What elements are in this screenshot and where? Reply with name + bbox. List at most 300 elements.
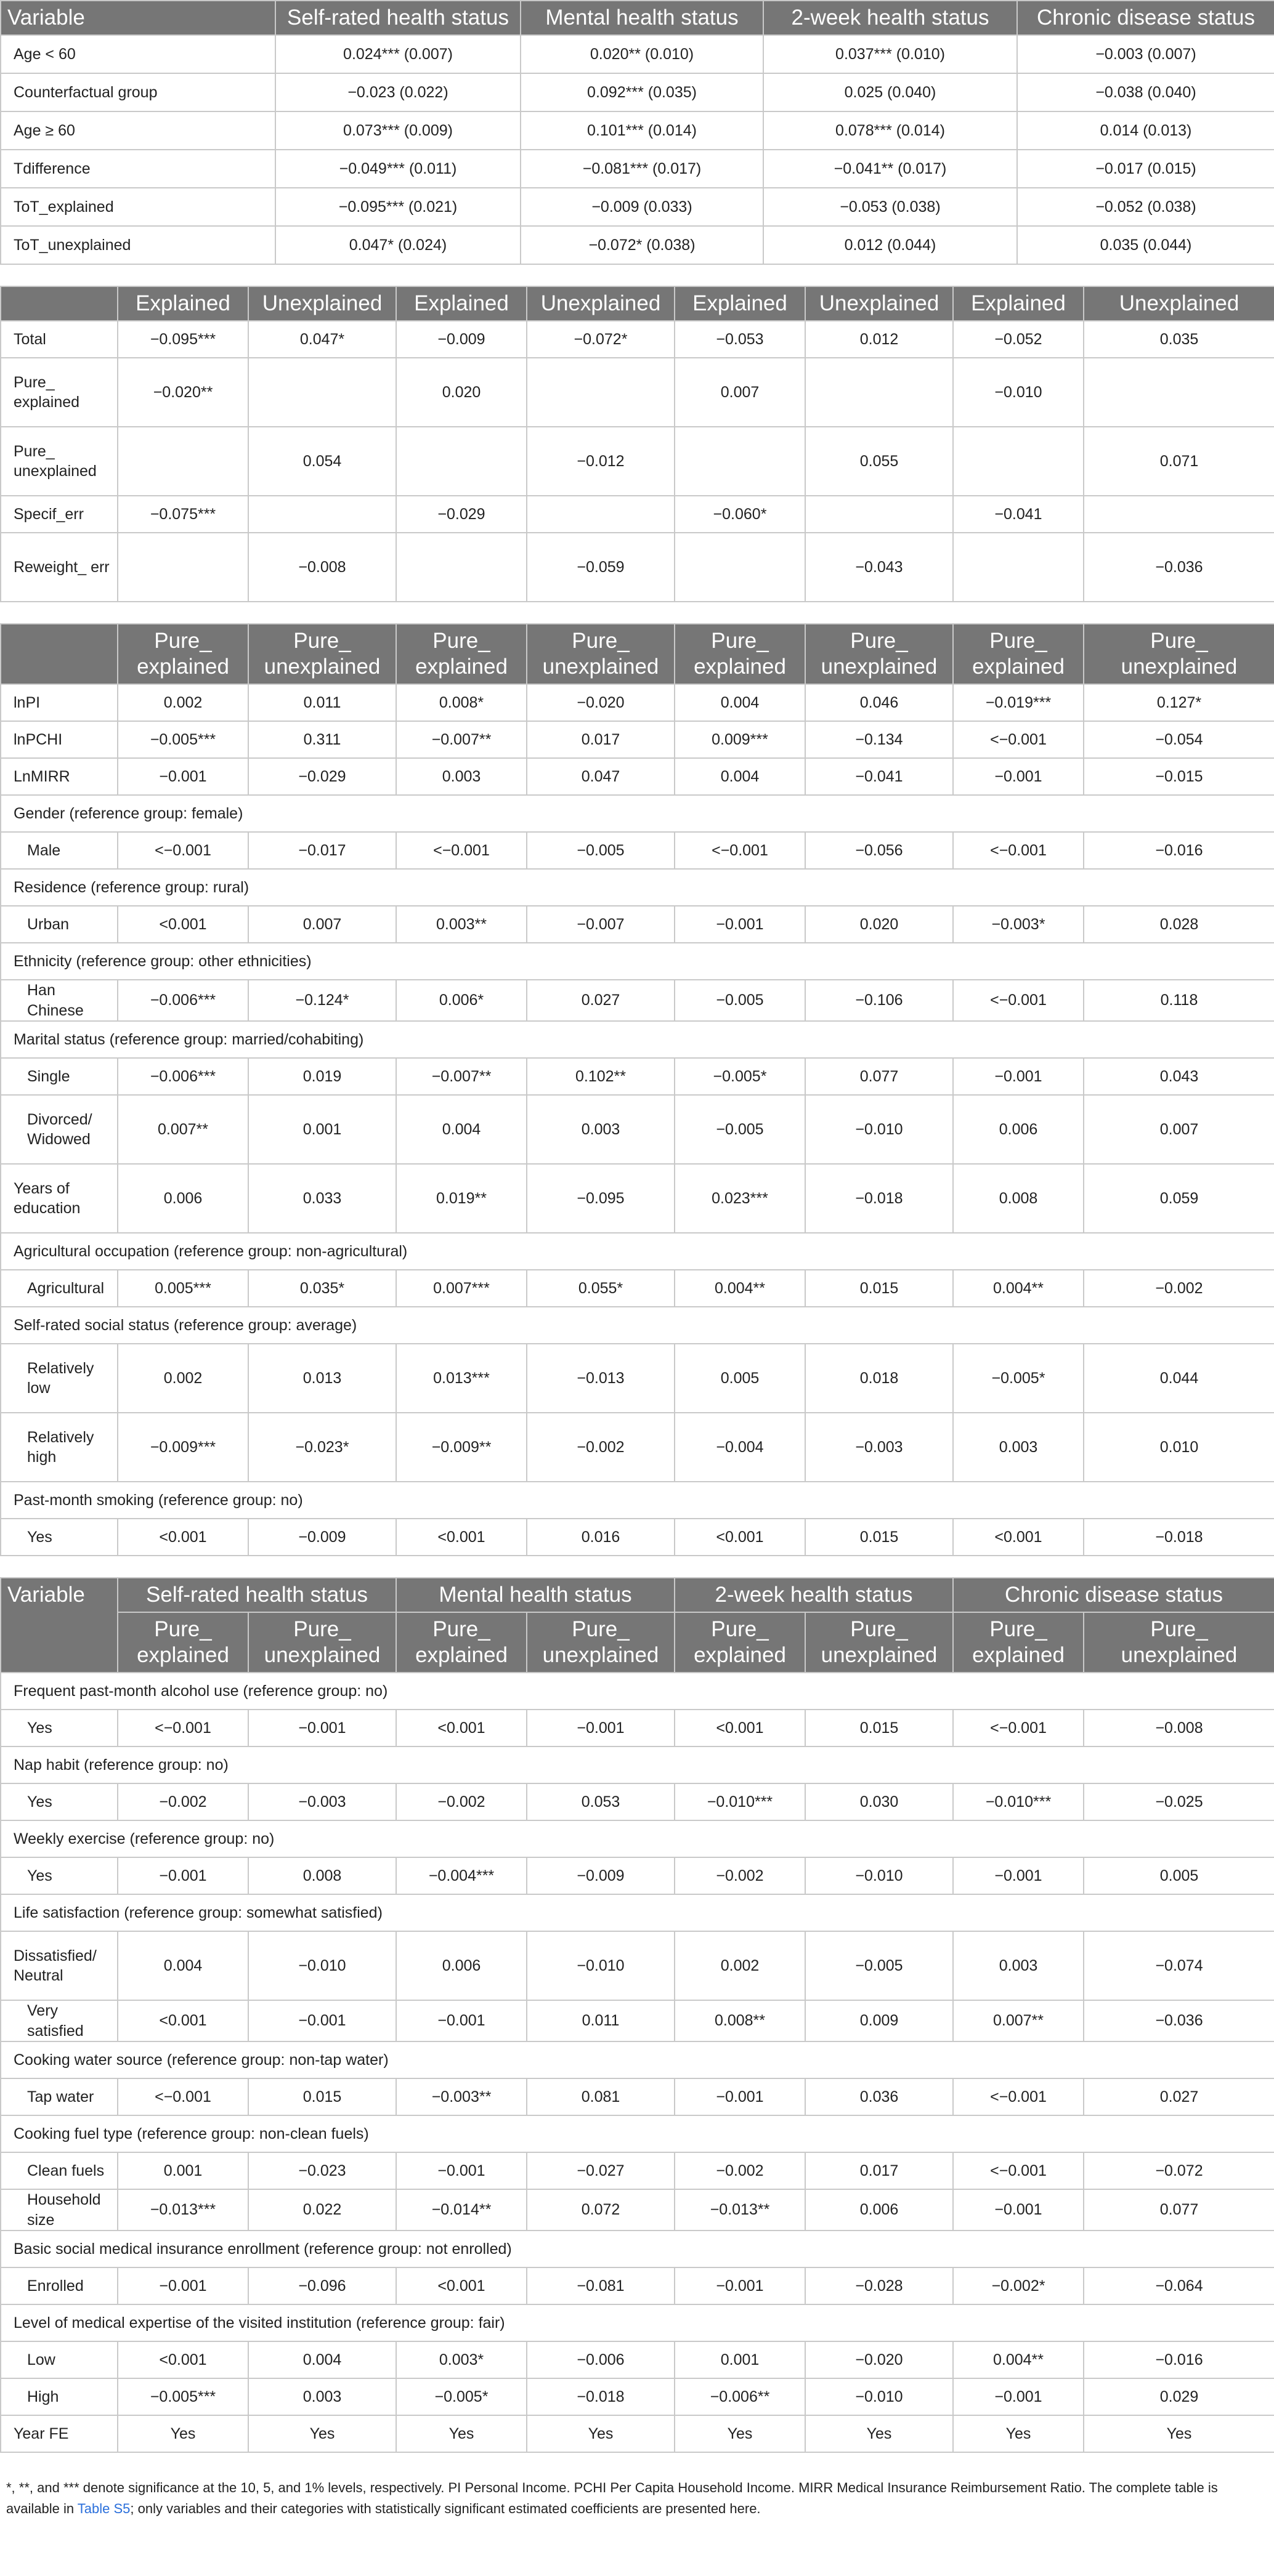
column-header: Chronic disease status bbox=[1017, 1, 1274, 35]
footnote-text-end: ; only variables and their categories with statistically significant estimated coefficients are presented here. bbox=[130, 2501, 761, 2517]
value-cell: −0.020** bbox=[118, 358, 248, 427]
table-row bbox=[1, 1164, 1274, 1233]
group-heading-row bbox=[1, 1233, 1274, 1270]
value-cell: −0.002 bbox=[396, 1783, 527, 1820]
value-cell: 0.002 bbox=[675, 1931, 805, 2000]
value-cell: −0.010 bbox=[805, 2378, 953, 2415]
value-cell: 0.015 bbox=[805, 1519, 953, 1556]
value-cell: −0.017 bbox=[248, 832, 396, 869]
value-cell bbox=[805, 496, 953, 533]
row-label: Agricultural bbox=[1, 1270, 118, 1307]
value-cell: 0.017 bbox=[805, 2152, 953, 2189]
value-cell: −0.054 bbox=[1084, 721, 1274, 758]
footnote-text: *, **, and *** denote significance at the 10, 5, and 1% levels, respectively. PI Personal Income. PCHI Per Capita Household Income. MIRR Medical Insurance Reimbursement Ratio. The complete table is available in bbox=[6, 2480, 1218, 2517]
row-label: Clean fuels bbox=[1, 2152, 118, 2189]
value-cell bbox=[527, 358, 675, 427]
value-cell: −0.064 bbox=[1084, 2267, 1274, 2304]
value-cell: −0.001 bbox=[527, 1710, 675, 1746]
value-cell: 0.002 bbox=[118, 1344, 248, 1413]
value-cell: −0.005 bbox=[527, 832, 675, 869]
value-cell: 0.036 bbox=[805, 2078, 953, 2115]
row-label: LnMIRR bbox=[1, 758, 118, 795]
value-cell: 0.044 bbox=[1084, 1344, 1274, 1413]
value-cell: −0.002 bbox=[1084, 1270, 1274, 1307]
row-label: Tap water bbox=[1, 2078, 118, 2115]
value-cell: −0.010 bbox=[953, 358, 1084, 427]
value-cell: −0.005* bbox=[396, 2378, 527, 2415]
value-cell: 0.007** bbox=[953, 2000, 1084, 2041]
group-heading: Self-rated social status (reference group: average) bbox=[1, 1307, 1274, 1344]
group-heading: Past-month smoking (reference group: no) bbox=[1, 1482, 1274, 1519]
row-label: Pure_ unexplained bbox=[1, 427, 118, 496]
value-cell: −0.072* (0.038) bbox=[521, 226, 763, 264]
table-row bbox=[1, 2267, 1274, 2304]
column-header: Mental health status bbox=[521, 1, 763, 35]
value-cell: −0.001 bbox=[953, 1058, 1084, 1095]
row-label: Yes bbox=[1, 1710, 118, 1746]
column-header: Explained bbox=[953, 286, 1084, 321]
table-row bbox=[1, 832, 1274, 869]
value-cell: 0.015 bbox=[805, 1270, 953, 1307]
value-cell: 0.015 bbox=[248, 2078, 396, 2115]
value-cell: 0.059 bbox=[1084, 1164, 1274, 1233]
value-cell: 0.003** bbox=[396, 906, 527, 943]
table-row bbox=[1, 1344, 1274, 1413]
value-cell: −0.005*** bbox=[118, 721, 248, 758]
value-cell: 0.077 bbox=[805, 1058, 953, 1095]
value-cell: <−0.001 bbox=[953, 2152, 1084, 2189]
group-heading-row bbox=[1, 1673, 1274, 1710]
group-heading: Cooking fuel type (reference group: non-clean fuels) bbox=[1, 2115, 1274, 2152]
value-cell: Yes bbox=[396, 2415, 527, 2452]
value-cell: 0.118 bbox=[1084, 980, 1274, 1021]
group-heading-row bbox=[1, 2304, 1274, 2341]
value-cell: 0.047 bbox=[527, 758, 675, 795]
row-label: Divorced/ Widowed bbox=[1, 1095, 118, 1164]
group-heading: Residence (reference group: rural) bbox=[1, 869, 1274, 906]
value-cell bbox=[118, 533, 248, 602]
table-row bbox=[1, 2378, 1274, 2415]
value-cell: −0.038 (0.040) bbox=[1017, 73, 1274, 111]
value-cell: Yes bbox=[953, 2415, 1084, 2452]
value-cell: <0.001 bbox=[396, 1519, 527, 1556]
value-cell: 0.053 bbox=[527, 1783, 675, 1820]
value-cell: −0.041 bbox=[953, 496, 1084, 533]
value-cell: <0.001 bbox=[396, 2267, 527, 2304]
value-cell: −0.002 bbox=[675, 1857, 805, 1894]
value-cell: −0.001 bbox=[118, 2267, 248, 2304]
value-cell: −0.001 bbox=[248, 1710, 396, 1746]
row-label: ToT_explained bbox=[1, 188, 275, 226]
value-cell: 0.008 bbox=[953, 1164, 1084, 1233]
column-header: Pure_ unexplained bbox=[248, 1612, 396, 1673]
value-cell: −0.002 bbox=[675, 2152, 805, 2189]
row-label: High bbox=[1, 2378, 118, 2415]
table-row bbox=[1, 533, 1274, 602]
value-cell: −0.003 (0.007) bbox=[1017, 35, 1274, 73]
value-cell: Yes bbox=[527, 2415, 675, 2452]
value-cell: 0.004 bbox=[675, 758, 805, 795]
value-cell: 0.003 bbox=[248, 2378, 396, 2415]
value-cell: 0.037*** (0.010) bbox=[763, 35, 1017, 73]
row-label: Single bbox=[1, 1058, 118, 1095]
value-cell: 0.020 bbox=[805, 906, 953, 943]
column-header: Self-rated health status bbox=[118, 1578, 396, 1612]
value-cell: −0.124* bbox=[248, 980, 396, 1021]
value-cell: 0.081 bbox=[527, 2078, 675, 2115]
value-cell: 0.055 bbox=[805, 427, 953, 496]
table-row bbox=[1, 321, 1274, 358]
value-cell: 0.004** bbox=[953, 1270, 1084, 1307]
value-cell: 0.017 bbox=[527, 721, 675, 758]
group-heading-row bbox=[1, 869, 1274, 906]
group-heading-row bbox=[1, 2231, 1274, 2267]
table-row bbox=[1, 1857, 1274, 1894]
value-cell: −0.049*** (0.011) bbox=[275, 150, 521, 188]
column-header bbox=[1, 624, 118, 684]
column-header: 2-week health status bbox=[675, 1578, 953, 1612]
value-cell: −0.027 bbox=[527, 2152, 675, 2189]
value-cell: 0.311 bbox=[248, 721, 396, 758]
value-cell: −0.018 bbox=[805, 1164, 953, 1233]
value-cell: −0.106 bbox=[805, 980, 953, 1021]
column-header: Unexplained bbox=[527, 286, 675, 321]
group-heading: Ethnicity (reference group: other ethnicities) bbox=[1, 943, 1274, 980]
row-label: Reweight_ err bbox=[1, 533, 118, 602]
table-row bbox=[1, 758, 1274, 795]
value-cell: −0.002 bbox=[118, 1783, 248, 1820]
table-row bbox=[1, 1413, 1274, 1482]
row-label: Years of education bbox=[1, 1164, 118, 1233]
value-cell: −0.009 bbox=[248, 1519, 396, 1556]
value-cell: <−0.001 bbox=[953, 721, 1084, 758]
value-cell: 0.101*** (0.014) bbox=[521, 111, 763, 150]
value-cell: 0.019 bbox=[248, 1058, 396, 1095]
value-cell: 0.007 bbox=[1084, 1095, 1274, 1164]
table-row bbox=[1, 73, 1274, 111]
value-cell: <−0.001 bbox=[953, 2078, 1084, 2115]
value-cell: 0.002 bbox=[118, 684, 248, 721]
value-cell: −0.059 bbox=[527, 533, 675, 602]
value-cell: −0.001 bbox=[953, 2189, 1084, 2231]
value-cell bbox=[396, 533, 527, 602]
table-header-row bbox=[1, 624, 1274, 684]
value-cell: <−0.001 bbox=[953, 1710, 1084, 1746]
value-cell: 0.092*** (0.035) bbox=[521, 73, 763, 111]
value-cell bbox=[953, 533, 1084, 602]
table-row bbox=[1, 2078, 1274, 2115]
row-label: Year FE bbox=[1, 2415, 118, 2452]
table-row bbox=[1, 111, 1274, 150]
table-row bbox=[1, 2189, 1274, 2231]
group-heading: Nap habit (reference group: no) bbox=[1, 1746, 1274, 1783]
value-cell bbox=[675, 533, 805, 602]
value-cell: −0.001 bbox=[675, 2267, 805, 2304]
value-cell: −0.010 bbox=[248, 1931, 396, 2000]
value-cell: −0.004*** bbox=[396, 1857, 527, 1894]
column-header: Pure_ explained bbox=[675, 1612, 805, 1673]
value-cell: −0.001 bbox=[953, 1857, 1084, 1894]
value-cell: −0.010*** bbox=[675, 1783, 805, 1820]
value-cell: −0.041 bbox=[805, 758, 953, 795]
table-row bbox=[1, 1095, 1274, 1164]
value-cell: 0.013 bbox=[248, 1344, 396, 1413]
value-cell bbox=[1084, 496, 1274, 533]
value-cell: Yes bbox=[1084, 2415, 1274, 2452]
value-cell bbox=[527, 496, 675, 533]
column-header: Pure_ unexplained bbox=[1084, 1612, 1274, 1673]
value-cell: −0.001 bbox=[953, 2378, 1084, 2415]
value-cell: 0.016 bbox=[527, 1519, 675, 1556]
group-heading-row bbox=[1, 2115, 1274, 2152]
value-cell: −0.001 bbox=[248, 2000, 396, 2041]
value-cell: −0.001 bbox=[953, 758, 1084, 795]
value-cell: −0.003 bbox=[805, 1413, 953, 1482]
value-cell: −0.072* bbox=[527, 321, 675, 358]
pure-effects-table-part2 bbox=[0, 1577, 1274, 2453]
value-cell: 0.005 bbox=[1084, 1857, 1274, 1894]
value-cell: 0.012 bbox=[805, 321, 953, 358]
value-cell: 0.009 bbox=[805, 2000, 953, 2041]
value-cell: 0.019** bbox=[396, 1164, 527, 1233]
value-cell: Yes bbox=[118, 2415, 248, 2452]
value-cell: 0.007 bbox=[675, 358, 805, 427]
column-header: Explained bbox=[675, 286, 805, 321]
value-cell: 0.024*** (0.007) bbox=[275, 35, 521, 73]
value-cell: 0.028 bbox=[1084, 906, 1274, 943]
value-cell: −0.016 bbox=[1084, 832, 1274, 869]
value-cell: 0.006 bbox=[805, 2189, 953, 2231]
column-header: Pure_ unexplained bbox=[805, 1612, 953, 1673]
value-cell: −0.002 bbox=[527, 1413, 675, 1482]
group-heading: Marital status (reference group: married/cohabiting) bbox=[1, 1021, 1274, 1058]
table-row bbox=[1, 150, 1274, 188]
value-cell: <0.001 bbox=[675, 1710, 805, 1746]
value-cell: 0.127* bbox=[1084, 684, 1274, 721]
value-cell: <0.001 bbox=[118, 2000, 248, 2041]
row-label: Yes bbox=[1, 1857, 118, 1894]
pure-effects-table-part1 bbox=[0, 623, 1274, 1556]
value-cell: 0.047* bbox=[248, 321, 396, 358]
group-heading: Basic social medical insurance enrollment (reference group: not enrolled) bbox=[1, 2231, 1274, 2267]
value-cell: −0.056 bbox=[805, 832, 953, 869]
group-heading-row bbox=[1, 1820, 1274, 1857]
value-cell: −0.007** bbox=[396, 721, 527, 758]
column-header: Pure_ unexplained bbox=[1084, 624, 1274, 684]
column-header: Unexplained bbox=[248, 286, 396, 321]
value-cell: −0.013** bbox=[675, 2189, 805, 2231]
value-cell: −0.003 bbox=[248, 1783, 396, 1820]
value-cell: −0.008 bbox=[248, 533, 396, 602]
group-heading-row bbox=[1, 1307, 1274, 1344]
value-cell bbox=[118, 427, 248, 496]
value-cell: 0.023*** bbox=[675, 1164, 805, 1233]
table-row bbox=[1, 2000, 1274, 2041]
value-cell: <0.001 bbox=[675, 1519, 805, 1556]
value-cell: 0.007** bbox=[118, 1095, 248, 1164]
value-cell: 0.008 bbox=[248, 1857, 396, 1894]
value-cell: 0.029 bbox=[1084, 2378, 1274, 2415]
table-row bbox=[1, 188, 1274, 226]
column-header: Explained bbox=[118, 286, 248, 321]
group-heading-row bbox=[1, 1482, 1274, 1519]
value-cell: 0.006 bbox=[118, 1164, 248, 1233]
value-cell: −0.010 bbox=[805, 1095, 953, 1164]
group-heading-row bbox=[1, 1021, 1274, 1058]
value-cell: 0.020** (0.010) bbox=[521, 35, 763, 73]
value-cell bbox=[248, 358, 396, 427]
table-row bbox=[1, 1931, 1274, 2000]
column-header: Pure_ unexplained bbox=[527, 1612, 675, 1673]
table-row bbox=[1, 226, 1274, 264]
value-cell: −0.025 bbox=[1084, 1783, 1274, 1820]
value-cell: 0.006 bbox=[953, 1095, 1084, 1164]
value-cell: −0.006** bbox=[675, 2378, 805, 2415]
value-cell bbox=[675, 427, 805, 496]
value-cell: 0.014 (0.013) bbox=[1017, 111, 1274, 150]
value-cell: 0.004 bbox=[118, 1931, 248, 2000]
value-cell: <−0.001 bbox=[396, 832, 527, 869]
column-header: Variable bbox=[1, 1, 275, 35]
value-cell: <−0.001 bbox=[118, 832, 248, 869]
row-label: Enrolled bbox=[1, 2267, 118, 2304]
value-cell: 0.022 bbox=[248, 2189, 396, 2231]
value-cell: 0.003 bbox=[396, 758, 527, 795]
table-row bbox=[1, 980, 1274, 1021]
value-cell: −0.010 bbox=[527, 1931, 675, 2000]
value-cell: −0.096 bbox=[248, 2267, 396, 2304]
value-cell: 0.008** bbox=[675, 2000, 805, 2041]
value-cell: −0.020 bbox=[805, 2341, 953, 2378]
value-cell bbox=[805, 358, 953, 427]
value-cell: 0.003 bbox=[527, 1095, 675, 1164]
value-cell: −0.028 bbox=[805, 2267, 953, 2304]
table-s5-link[interactable]: Table S5 bbox=[77, 2501, 131, 2517]
value-cell: −0.036 bbox=[1084, 533, 1274, 602]
column-header: Pure_ explained bbox=[118, 624, 248, 684]
table-footnote bbox=[0, 2474, 1274, 2519]
column-header: Chronic disease status bbox=[953, 1578, 1274, 1612]
column-header: Unexplained bbox=[805, 286, 953, 321]
column-header: Explained bbox=[396, 286, 527, 321]
decomposition-summary-table bbox=[0, 0, 1274, 265]
value-cell: 0.005 bbox=[675, 1344, 805, 1413]
value-cell: −0.014** bbox=[396, 2189, 527, 2231]
table-row bbox=[1, 1710, 1274, 1746]
value-cell: 0.004 bbox=[396, 1095, 527, 1164]
value-cell: −0.075*** bbox=[118, 496, 248, 533]
row-label: Total bbox=[1, 321, 118, 358]
table-row bbox=[1, 427, 1274, 496]
value-cell: −0.010 bbox=[805, 1857, 953, 1894]
value-cell: −0.043 bbox=[805, 533, 953, 602]
value-cell: −0.053 (0.038) bbox=[763, 188, 1017, 226]
value-cell: −0.005 bbox=[675, 980, 805, 1021]
value-cell: 0.001 bbox=[248, 1095, 396, 1164]
value-cell: 0.009*** bbox=[675, 721, 805, 758]
value-cell: −0.007** bbox=[396, 1058, 527, 1095]
value-cell: −0.029 bbox=[248, 758, 396, 795]
total-decomposition-table bbox=[0, 286, 1274, 602]
value-cell: 0.102** bbox=[527, 1058, 675, 1095]
table-row bbox=[1, 2415, 1274, 2452]
value-cell: −0.095*** bbox=[118, 321, 248, 358]
table-row bbox=[1, 1058, 1274, 1095]
value-cell: 0.003 bbox=[953, 1931, 1084, 2000]
value-cell: 0.035 (0.044) bbox=[1017, 226, 1274, 264]
value-cell bbox=[953, 427, 1084, 496]
row-label: Specif_err bbox=[1, 496, 118, 533]
value-cell: <−0.001 bbox=[675, 832, 805, 869]
value-cell: −0.005 bbox=[805, 1931, 953, 2000]
value-cell: 0.027 bbox=[1084, 2078, 1274, 2115]
value-cell: −0.001 bbox=[396, 2000, 527, 2041]
value-cell: 0.008* bbox=[396, 684, 527, 721]
group-heading: Level of medical expertise of the visited institution (reference group: fair) bbox=[1, 2304, 1274, 2341]
column-header: Pure_ explained bbox=[396, 1612, 527, 1673]
value-cell: −0.095*** (0.021) bbox=[275, 188, 521, 226]
value-cell: 0.046 bbox=[805, 684, 953, 721]
value-cell: −0.023 bbox=[248, 2152, 396, 2189]
value-cell: −0.006 bbox=[527, 2341, 675, 2378]
value-cell: 0.025 (0.040) bbox=[763, 73, 1017, 111]
value-cell: <−0.001 bbox=[118, 1710, 248, 1746]
value-cell: −0.006*** bbox=[118, 980, 248, 1021]
table-row bbox=[1, 906, 1274, 943]
table-row bbox=[1, 1783, 1274, 1820]
row-label: Age < 60 bbox=[1, 35, 275, 73]
value-cell: 0.078*** (0.014) bbox=[763, 111, 1017, 150]
row-label: lnPI bbox=[1, 684, 118, 721]
row-label: Yes bbox=[1, 1519, 118, 1556]
table-row bbox=[1, 35, 1274, 73]
column-header: Pure_ explained bbox=[953, 624, 1084, 684]
value-cell: −0.013*** bbox=[118, 2189, 248, 2231]
value-cell: −0.009 bbox=[527, 1857, 675, 1894]
value-cell: 0.006* bbox=[396, 980, 527, 1021]
value-cell: <0.001 bbox=[953, 1519, 1084, 1556]
row-label: Relatively low bbox=[1, 1344, 118, 1413]
value-cell: −0.023* bbox=[248, 1413, 396, 1482]
value-cell: −0.016 bbox=[1084, 2341, 1274, 2378]
value-cell: −0.005* bbox=[953, 1344, 1084, 1413]
value-cell: 0.004** bbox=[675, 1270, 805, 1307]
value-cell: −0.052 bbox=[953, 321, 1084, 358]
value-cell: −0.001 bbox=[675, 906, 805, 943]
row-label: ToT_unexplained bbox=[1, 226, 275, 264]
value-cell: −0.020 bbox=[527, 684, 675, 721]
value-cell: 0.007 bbox=[248, 906, 396, 943]
value-cell: 0.001 bbox=[675, 2341, 805, 2378]
value-cell: −0.029 bbox=[396, 496, 527, 533]
value-cell: 0.030 bbox=[805, 1783, 953, 1820]
value-cell: −0.012 bbox=[527, 427, 675, 496]
table-row bbox=[1, 684, 1274, 721]
table-subheader-row bbox=[1, 1612, 1274, 1673]
value-cell: −0.060* bbox=[675, 496, 805, 533]
value-cell: <−0.001 bbox=[953, 980, 1084, 1021]
value-cell: 0.055* bbox=[527, 1270, 675, 1307]
value-cell: −0.003** bbox=[396, 2078, 527, 2115]
column-header: Mental health status bbox=[396, 1578, 675, 1612]
group-heading-row bbox=[1, 1746, 1274, 1783]
value-cell: −0.001 bbox=[675, 2078, 805, 2115]
group-heading-row bbox=[1, 1894, 1274, 1931]
value-cell: 0.043 bbox=[1084, 1058, 1274, 1095]
value-cell: −0.004 bbox=[675, 1413, 805, 1482]
value-cell: 0.018 bbox=[805, 1344, 953, 1413]
row-label: Han Chinese bbox=[1, 980, 118, 1021]
